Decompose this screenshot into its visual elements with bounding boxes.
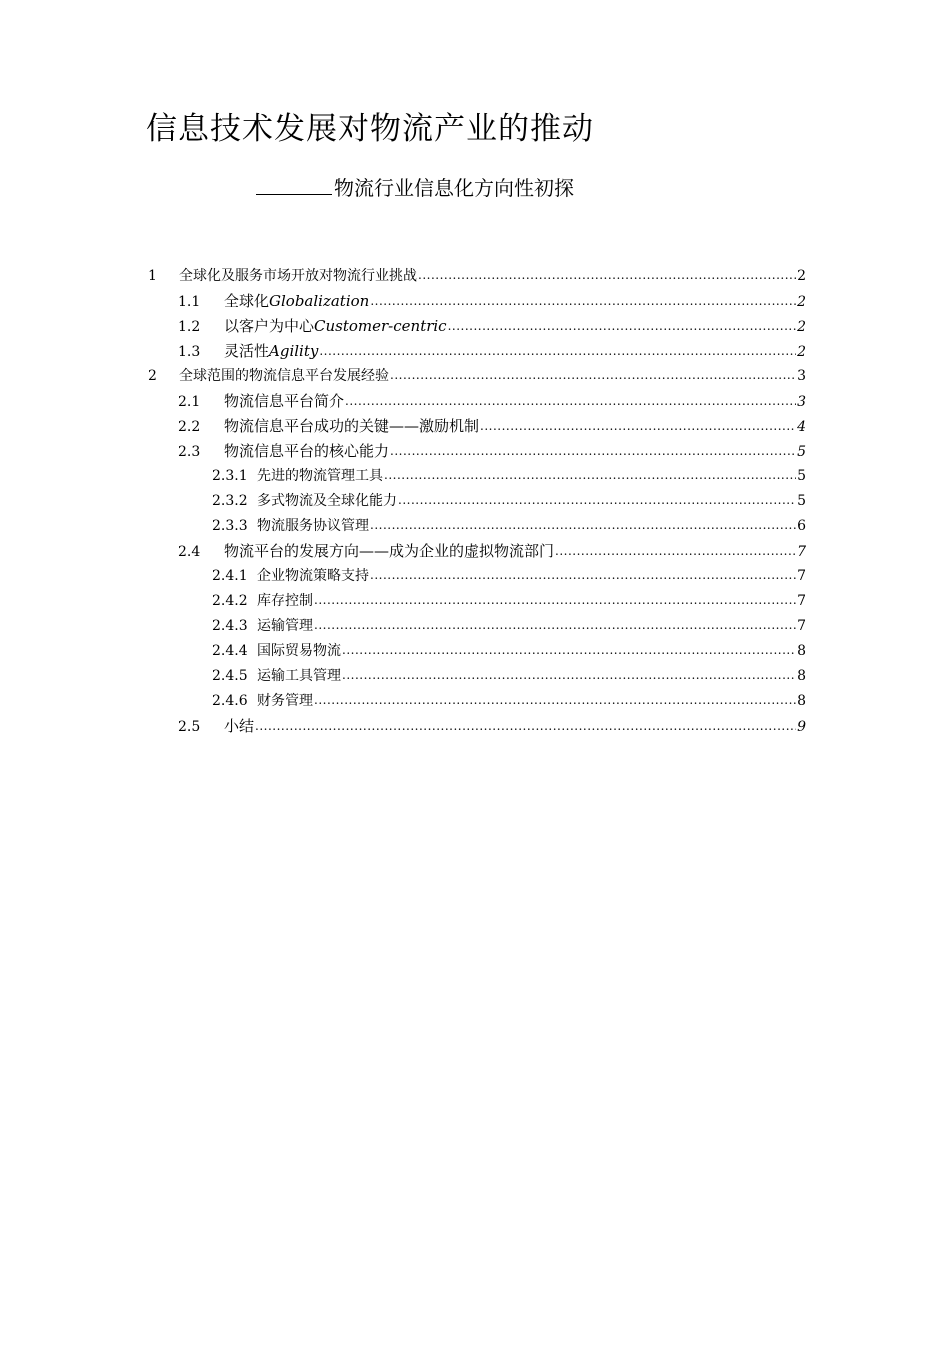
toc-entry[interactable] — [148, 265, 806, 289]
subtitle-text: 物流行业信息化方向性初探 — [334, 176, 574, 200]
toc-entry[interactable] — [212, 590, 806, 614]
toc-entry-label: 以客户为中心Customer-centric — [224, 317, 447, 335]
toc-entry-number: 2.2 — [178, 419, 201, 435]
toc-leader-dots — [390, 368, 796, 382]
toc-leader-dots — [342, 668, 796, 682]
toc-entry-label: 物流信息平台简介 — [224, 392, 345, 410]
toc-entry[interactable] — [212, 490, 806, 514]
toc-entry-page: 5 — [797, 493, 806, 509]
toc-leader-dots — [342, 643, 796, 657]
toc-entry-label: 全球范围的物流信息平台发展经验 — [179, 368, 389, 384]
toc-entry-page: 7 — [797, 618, 806, 634]
page-subtitle — [256, 172, 574, 201]
toc-entry[interactable] — [178, 340, 806, 364]
toc-leader-dots — [448, 319, 796, 333]
toc-entry[interactable] — [212, 465, 806, 489]
toc-entry-label: 先进的物流管理工具 — [257, 468, 383, 484]
toc-entry-page: 3 — [797, 368, 806, 384]
toc-entry-number: 2.4.2 — [212, 593, 248, 609]
toc-entry[interactable] — [178, 415, 806, 439]
toc-leader-dots — [314, 593, 796, 607]
toc-entry-number: 2.4 — [178, 544, 201, 560]
toc-leader-dots — [555, 544, 796, 558]
toc-entry-number: 2.3.2 — [212, 493, 248, 509]
toc-entry-page: 6 — [797, 518, 806, 534]
toc-entry[interactable] — [178, 290, 806, 314]
toc-entry-page: 2 — [797, 294, 806, 310]
toc-entry[interactable] — [212, 615, 806, 639]
toc-entry-number: 2.5 — [178, 719, 201, 735]
toc-leader-dots — [255, 719, 796, 733]
toc-leader-dots — [390, 444, 796, 458]
toc-entry-label: 多式物流及全球化能力 — [257, 493, 397, 509]
toc-entry-number: 1.3 — [178, 344, 201, 360]
toc-entry-label: 国际贸易物流 — [257, 643, 341, 659]
toc-entry-page: 5 — [797, 468, 806, 484]
toc-entry-label: 全球化及服务市场开放对物流行业挑战 — [179, 268, 417, 284]
toc-entry-label: 小结 — [224, 717, 255, 735]
toc-entry-number: 2 — [148, 368, 157, 384]
page-title: 信息技术发展对物流产业的推动 — [146, 111, 594, 147]
toc-entry-label: 运输工具管理 — [257, 668, 341, 684]
toc-leader-dots — [480, 419, 796, 433]
toc-entry-page: 4 — [797, 419, 806, 435]
toc-entry-number: 1.2 — [178, 319, 201, 335]
toc-entry-label: 库存控制 — [257, 593, 313, 609]
toc-entry-number: 2.3.1 — [212, 468, 248, 484]
toc-entry-page: 8 — [797, 693, 806, 709]
toc-entry[interactable] — [178, 440, 806, 464]
toc-entry[interactable] — [178, 540, 806, 564]
toc-leader-dots — [370, 568, 796, 582]
toc-leader-dots — [398, 493, 796, 507]
toc-entry-page: 7 — [797, 568, 806, 584]
toc-entry-page: 7 — [797, 544, 806, 560]
toc-entry-number: 2.4.6 — [212, 693, 248, 709]
toc-entry-page: 3 — [797, 394, 806, 410]
toc-entry-number: 2.3.3 — [212, 518, 248, 534]
toc-entry-label: 物流平台的发展方向——成为企业的虚拟物流部门 — [224, 542, 555, 560]
toc-entry[interactable] — [178, 715, 806, 739]
toc-entry-number: 1 — [148, 268, 157, 284]
toc-leader-dots — [314, 693, 796, 707]
toc-entry[interactable] — [178, 390, 806, 414]
toc-entry-page: 8 — [797, 643, 806, 659]
toc-entry-page: 2 — [797, 268, 806, 284]
toc-entry-label: 物流信息平台的核心能力 — [224, 442, 390, 460]
toc-leader-dots — [345, 394, 796, 408]
toc-entry-label: 企业物流策略支持 — [257, 568, 369, 584]
toc-leader-dots — [418, 268, 796, 282]
toc-entry-page: 8 — [797, 668, 806, 684]
toc-entry-number: 2.4.5 — [212, 668, 248, 684]
subtitle-rule — [256, 178, 332, 195]
toc-entry-label: 灵活性Agility — [224, 342, 319, 360]
toc-leader-dots — [314, 618, 796, 632]
toc-entry-number: 2.4.1 — [212, 568, 248, 584]
toc-entry-number: 1.1 — [178, 294, 201, 310]
toc-leader-dots — [370, 294, 796, 308]
toc-entry-number: 2.4.4 — [212, 643, 248, 659]
toc-entry-page: 5 — [797, 444, 806, 460]
toc-entry[interactable] — [212, 665, 806, 689]
toc-entry[interactable] — [148, 365, 806, 389]
toc-entry-page: 2 — [797, 319, 806, 335]
toc-entry-label: 全球化Globalization — [224, 292, 370, 310]
toc-entry-label: 运输管理 — [257, 618, 313, 634]
toc-leader-dots — [319, 344, 796, 358]
toc-entry-number: 2.3 — [178, 444, 201, 460]
toc-entry-number: 2.4.3 — [212, 618, 248, 634]
toc-entry-page: 2 — [797, 344, 806, 360]
toc-entry-number: 2.1 — [178, 394, 201, 410]
toc-leader-dots — [370, 518, 796, 532]
toc-entry-page: 9 — [797, 719, 806, 735]
toc-entry[interactable] — [212, 515, 806, 539]
toc-entry[interactable] — [212, 565, 806, 589]
toc-entry[interactable] — [212, 690, 806, 714]
toc-entry-label: 财务管理 — [257, 693, 313, 709]
toc-entry-label: 物流信息平台成功的关键——激励机制 — [224, 417, 480, 435]
toc-leader-dots — [384, 468, 796, 482]
toc-entry-page: 7 — [797, 593, 806, 609]
toc-entry[interactable] — [212, 640, 806, 664]
toc-entry-label: 物流服务协议管理 — [257, 518, 369, 534]
toc-entry[interactable] — [178, 315, 806, 339]
